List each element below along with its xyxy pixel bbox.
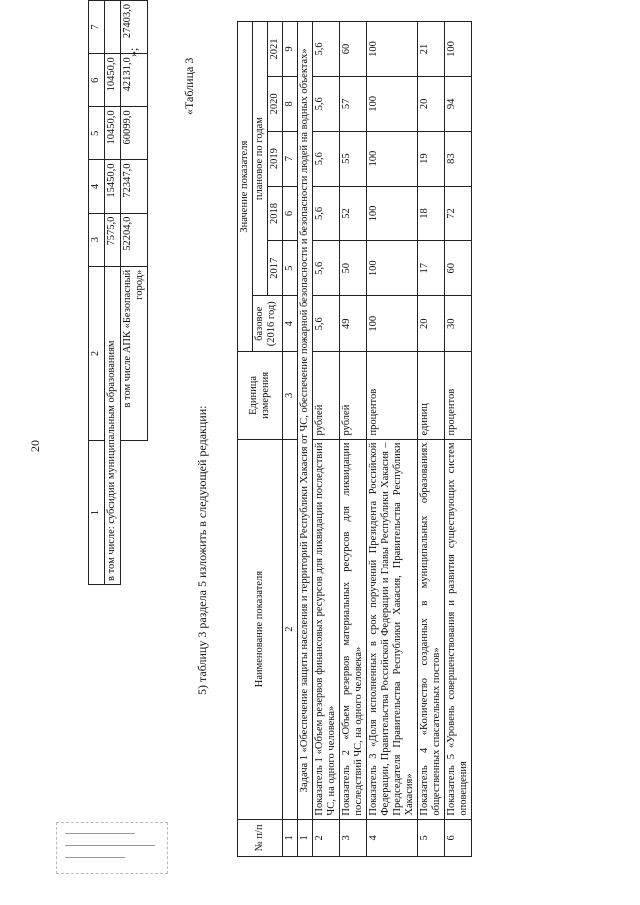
table-cell: 7575,0 xyxy=(105,213,121,266)
column-number-row xyxy=(283,22,298,857)
indicators-table xyxy=(237,21,472,857)
table-row xyxy=(105,1,121,585)
header-year: 2021 xyxy=(268,22,283,77)
indicator-value: 5,6 xyxy=(313,22,340,77)
header-year: 2018 xyxy=(268,186,283,241)
indicator-value: 30 xyxy=(445,296,472,352)
indicator-name: Показатель 5 «Уровень совершенствования и развития существующих систем оповещения xyxy=(445,439,472,819)
task-number: 1 xyxy=(298,819,313,856)
table-cell xyxy=(121,441,148,585)
column-number: 1 xyxy=(283,819,298,856)
column-number: 2 xyxy=(283,439,298,819)
stamp-line xyxy=(65,857,125,858)
top-table-header-cell: 4 xyxy=(89,160,105,213)
table-cell: в том числе АПК «Безопасный город» xyxy=(121,266,148,441)
indicator-value: 100 xyxy=(367,76,418,131)
indicator-value: 60 xyxy=(445,241,472,296)
row-number: 6 xyxy=(445,819,472,856)
table-row xyxy=(121,1,148,585)
registration-stamp xyxy=(56,822,168,874)
indicator-value: 17 xyxy=(418,241,445,296)
header-year: 2019 xyxy=(268,131,283,186)
column-number: 4 xyxy=(283,296,298,352)
indicator-value: 60 xyxy=(340,22,367,77)
indicator-unit: процентов xyxy=(445,352,472,439)
table-cell xyxy=(105,1,121,54)
indicator-value: 20 xyxy=(418,76,445,131)
indicator-value: 100 xyxy=(445,22,472,77)
table-cell: в том числе: субсидии муниципальным образованиям xyxy=(105,266,121,584)
header-unit: Единица измерения xyxy=(238,352,283,439)
indicator-value: 100 xyxy=(367,22,418,77)
indicator-value: 100 xyxy=(367,296,418,352)
table-row xyxy=(418,22,445,857)
table-row xyxy=(313,22,340,857)
table-cell: 27403,0 xyxy=(121,1,148,54)
indicator-value: 52 xyxy=(340,186,367,241)
top-table-header-cell: 6 xyxy=(89,54,105,107)
row-number: 4 xyxy=(367,819,418,856)
indicator-value: 94 xyxy=(445,76,472,131)
indicator-value: 5,6 xyxy=(313,131,340,186)
header-number: № п/п xyxy=(238,819,283,856)
indicator-value: 100 xyxy=(367,241,418,296)
table-reference: «Таблица 3 xyxy=(182,57,196,115)
indicator-unit: рублей xyxy=(340,352,367,439)
table-row xyxy=(367,22,418,857)
header-row xyxy=(238,22,253,857)
indicator-value: 55 xyxy=(340,131,367,186)
indicator-value: 19 xyxy=(418,131,445,186)
indicator-unit: рублей xyxy=(313,352,340,439)
table-cell: 15450,0 xyxy=(105,160,121,213)
row-number: 5 xyxy=(418,819,445,856)
indicator-name: Показатель 3 «Доля исполненных в срок поручений Президента Российской Федерации, Правительства Российской Федерации и Главы Республики Хакасия – Председателя Правительства Республики Хакасия, Правительства Республики Хакасия» xyxy=(367,439,418,819)
column-number: 6 xyxy=(283,186,298,241)
column-number: 3 xyxy=(283,352,298,439)
task-row xyxy=(298,22,313,857)
indicator-value: 49 xyxy=(340,296,367,352)
indicator-name: Показатель 2 «Объем резервов материальных ресурсов для ликвидации последствий ЧС, на одного человека» xyxy=(340,439,367,819)
indicator-value: 21 xyxy=(418,22,445,77)
indicator-name: Показатель 4 «Количество созданных в муниципальных образованиях общественных спасательных постов» xyxy=(418,439,445,819)
table-cell: 52204,0 xyxy=(121,213,148,266)
indicator-value: 83 xyxy=(445,131,472,186)
column-number: 9 xyxy=(283,22,298,77)
top-table-header-cell: 1 xyxy=(89,441,105,585)
column-number: 8 xyxy=(283,76,298,131)
header-base: базовое (2016 год) xyxy=(253,296,283,352)
table-row xyxy=(340,22,367,857)
top-table xyxy=(88,0,148,585)
indicator-value: 57 xyxy=(340,76,367,131)
stamp-line xyxy=(65,845,155,846)
task-title: Задача 1 «Обеспечение защиты населения и территорий Республики Хакасия от ЧС, обеспечение пожарной безопасности и безопасности людей на водных объектах» xyxy=(298,22,313,820)
indicator-value: 50 xyxy=(340,241,367,296)
indicator-value: 5,6 xyxy=(313,241,340,296)
table-row xyxy=(445,22,472,857)
amendment-caption: 5) таблицу 3 раздела 5 изложить в следующей редакции: xyxy=(195,405,209,695)
column-number: 7 xyxy=(283,131,298,186)
page-number: 20 xyxy=(28,440,42,452)
top-table-header-cell: 2 xyxy=(89,266,105,441)
indicator-unit: единиц xyxy=(418,352,445,439)
header-value: Значение показателя xyxy=(238,22,253,352)
header-year: 2020 xyxy=(268,76,283,131)
table-cell: 10450,0 xyxy=(105,54,121,107)
row-number: 2 xyxy=(313,819,340,856)
indicator-value: 5,6 xyxy=(313,296,340,352)
indicator-value: 20 xyxy=(418,296,445,352)
indicator-value: 18 xyxy=(418,186,445,241)
header-year: 2017 xyxy=(268,241,283,296)
table-cell: 10450,0 xyxy=(105,107,121,160)
top-table-header-cell: 7 xyxy=(89,1,105,54)
indicator-value: 5,6 xyxy=(313,76,340,131)
row-number: 3 xyxy=(340,819,367,856)
header-plan: плановое по годам xyxy=(253,22,268,296)
indicator-value: 100 xyxy=(367,131,418,186)
header-name: Наименование показателя xyxy=(238,439,283,819)
indicator-name: Показатель 1 «Объем резервов финансовых ресурсов для ликвидации последствий ЧС, на одного человека» xyxy=(313,439,340,819)
top-table-header-cell: 5 xyxy=(89,107,105,160)
table-cell: 42131,0 xyxy=(121,54,148,107)
column-number: 5 xyxy=(283,241,298,296)
table-cell: 72347,0 xyxy=(121,160,148,213)
top-table-header-row xyxy=(89,1,105,585)
closing-quote: »; xyxy=(126,47,140,57)
table-cell: 60099,0 xyxy=(121,107,148,160)
indicator-value: 72 xyxy=(445,186,472,241)
stamp-line xyxy=(65,833,135,834)
indicator-unit: процентов xyxy=(367,352,418,439)
indicator-value: 100 xyxy=(367,186,418,241)
top-table-header-cell: 3 xyxy=(89,213,105,266)
indicator-value: 5,6 xyxy=(313,186,340,241)
